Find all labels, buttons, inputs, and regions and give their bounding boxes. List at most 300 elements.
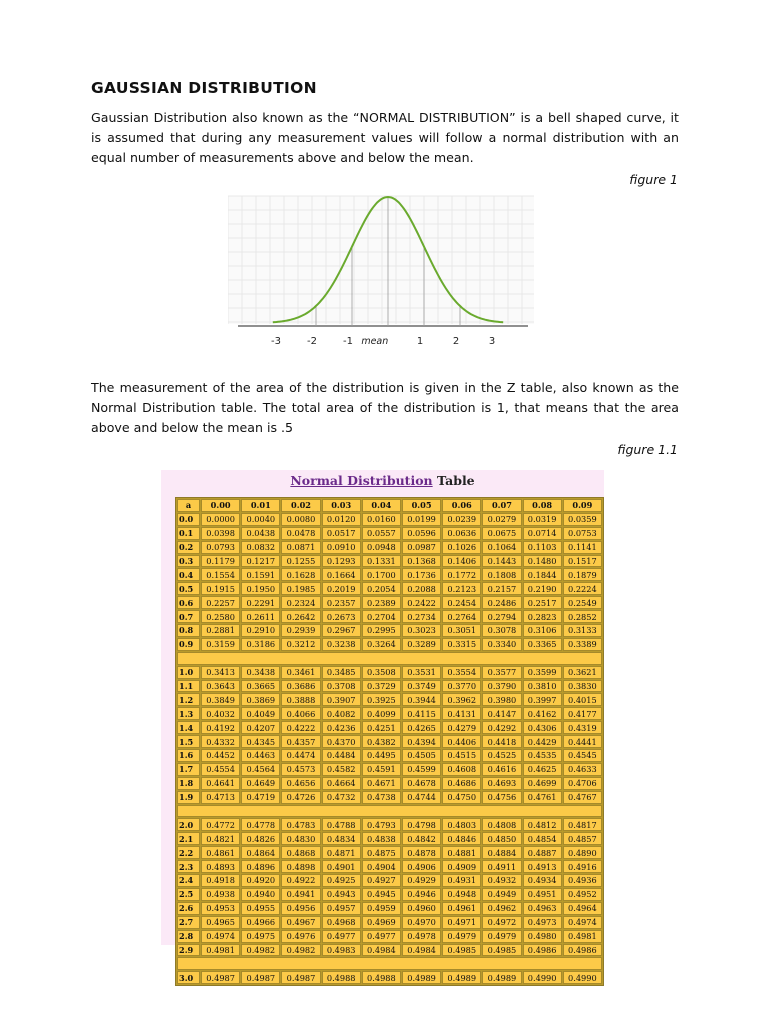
probability-cell: 0.4979 — [482, 930, 521, 943]
probability-cell: 0.4633 — [563, 763, 602, 776]
probability-cell: 0.0000 — [201, 513, 240, 526]
probability-cell: 0.4973 — [523, 916, 562, 929]
probability-cell: 0.1141 — [563, 541, 602, 554]
probability-cell: 0.4881 — [442, 846, 481, 859]
z-value-cell: 2.7 — [177, 916, 200, 929]
z-table-row — [177, 666, 602, 679]
probability-cell: 0.0239 — [442, 513, 481, 526]
probability-cell: 0.3849 — [201, 693, 240, 706]
probability-cell: 0.4984 — [362, 944, 401, 957]
probability-cell: 0.3212 — [281, 638, 320, 651]
probability-cell: 0.4332 — [201, 735, 240, 748]
z-table-row — [177, 944, 602, 957]
probability-cell: 0.2422 — [402, 596, 441, 609]
probability-cell: 0.4582 — [322, 763, 361, 776]
probability-cell: 0.1772 — [442, 568, 481, 581]
normal-distribution-table-figure — [161, 470, 604, 983]
probability-cell: 0.4830 — [281, 832, 320, 845]
probability-cell: 0.4868 — [281, 846, 320, 859]
probability-cell: 0.1915 — [201, 582, 240, 595]
probability-cell: 0.4463 — [241, 749, 280, 762]
z-value-cell: 0.9 — [177, 638, 200, 651]
probability-cell: 0.4970 — [402, 916, 441, 929]
probability-cell: 0.4484 — [322, 749, 361, 762]
probability-cell: 0.3078 — [482, 624, 521, 637]
probability-cell: 0.4265 — [402, 721, 441, 734]
probability-cell: 0.4564 — [241, 763, 280, 776]
probability-cell: 0.4983 — [322, 944, 361, 957]
probability-cell: 0.1879 — [563, 568, 602, 581]
grid-panel — [228, 196, 534, 324]
z-table-header-cell: 0.00 — [201, 499, 240, 512]
probability-cell: 0.4817 — [563, 818, 602, 831]
probability-cell: 0.3907 — [322, 693, 361, 706]
z-value-cell: 2.8 — [177, 930, 200, 943]
probability-cell: 0.1103 — [523, 541, 562, 554]
probability-cell: 0.2910 — [241, 624, 280, 637]
probability-cell: 0.1664 — [322, 568, 361, 581]
probability-cell: 0.4978 — [402, 930, 441, 943]
probability-cell: 0.4678 — [402, 777, 441, 790]
probability-cell: 0.3790 — [482, 680, 521, 693]
z-table — [175, 497, 604, 986]
probability-cell: 0.0636 — [442, 527, 481, 540]
probability-cell: 0.3643 — [201, 680, 240, 693]
probability-cell: 0.4875 — [362, 846, 401, 859]
probability-cell: 0.4871 — [322, 846, 361, 859]
z-table-spacer-row — [177, 805, 602, 818]
probability-cell: 0.4838 — [362, 832, 401, 845]
probability-cell: 0.4032 — [201, 707, 240, 720]
probability-cell: 0.0517 — [322, 527, 361, 540]
probability-cell: 0.0714 — [523, 527, 562, 540]
probability-cell: 0.4971 — [442, 916, 481, 929]
z-table-row — [177, 735, 602, 748]
probability-cell: 0.4878 — [402, 846, 441, 859]
probability-cell: 0.4987 — [241, 971, 280, 984]
probability-cell: 0.4977 — [362, 930, 401, 943]
probability-cell: 0.4987 — [201, 971, 240, 984]
probability-cell: 0.4988 — [362, 971, 401, 984]
probability-cell: 0.3389 — [563, 638, 602, 651]
probability-cell: 0.4222 — [281, 721, 320, 734]
probability-cell: 0.4066 — [281, 707, 320, 720]
probability-cell: 0.3485 — [322, 666, 361, 679]
probability-cell: 0.0871 — [281, 541, 320, 554]
probability-cell: 0.2881 — [201, 624, 240, 637]
z-value-cell: 2.6 — [177, 902, 200, 915]
probability-cell: 0.0948 — [362, 541, 401, 554]
z-table-body — [177, 513, 602, 984]
z-table-row — [177, 638, 602, 651]
probability-cell: 0.4693 — [482, 777, 521, 790]
probability-cell: 0.3531 — [402, 666, 441, 679]
axis-tick-label: -3 — [271, 336, 281, 347]
probability-cell: 0.4608 — [442, 763, 481, 776]
probability-cell: 0.3365 — [523, 638, 562, 651]
probability-cell: 0.4525 — [482, 749, 521, 762]
probability-cell: 0.4599 — [402, 763, 441, 776]
probability-cell: 0.4956 — [281, 902, 320, 915]
probability-cell: 0.0596 — [402, 527, 441, 540]
z-value-cell: 0.8 — [177, 624, 200, 637]
probability-cell: 0.4147 — [482, 707, 521, 720]
probability-cell: 0.2794 — [482, 610, 521, 623]
z-value-cell: 2.3 — [177, 860, 200, 873]
probability-cell: 0.4706 — [563, 777, 602, 790]
probability-cell: 0.4842 — [402, 832, 441, 845]
z-table-row — [177, 874, 602, 887]
table-title — [161, 473, 604, 488]
z-value-cell: 0.5 — [177, 582, 200, 595]
probability-cell: 0.0359 — [563, 513, 602, 526]
probability-cell: 0.4656 — [281, 777, 320, 790]
probability-cell: 0.4986 — [563, 944, 602, 957]
probability-cell: 0.3749 — [402, 680, 441, 693]
probability-cell: 0.4803 — [442, 818, 481, 831]
probability-cell: 0.1443 — [482, 555, 521, 568]
probability-cell: 0.0438 — [241, 527, 280, 540]
probability-cell: 0.4916 — [563, 860, 602, 873]
probability-cell: 0.1217 — [241, 555, 280, 568]
z-table-row — [177, 707, 602, 720]
probability-cell: 0.4918 — [201, 874, 240, 887]
probability-cell: 0.4890 — [563, 846, 602, 859]
z-value-cell: 1.5 — [177, 735, 200, 748]
probability-cell: 0.1331 — [362, 555, 401, 568]
probability-cell: 0.4756 — [482, 791, 521, 804]
z-table-header-cell: 0.08 — [523, 499, 562, 512]
probability-cell: 0.4719 — [241, 791, 280, 804]
probability-cell: 0.4345 — [241, 735, 280, 748]
probability-cell: 0.2157 — [482, 582, 521, 595]
probability-cell: 0.2088 — [402, 582, 441, 595]
probability-cell: 0.4955 — [241, 902, 280, 915]
probability-cell: 0.4251 — [362, 721, 401, 734]
probability-cell: 0.4948 — [442, 888, 481, 901]
probability-cell: 0.1255 — [281, 555, 320, 568]
probability-cell: 0.4975 — [241, 930, 280, 943]
axis-tick-label: -2 — [307, 336, 317, 347]
probability-cell: 0.4649 — [241, 777, 280, 790]
probability-cell: 0.2123 — [442, 582, 481, 595]
probability-cell: 0.0753 — [563, 527, 602, 540]
probability-cell: 0.4429 — [523, 735, 562, 748]
probability-cell: 0.4989 — [402, 971, 441, 984]
z-table-header-cell: 0.06 — [442, 499, 481, 512]
probability-cell: 0.4505 — [402, 749, 441, 762]
probability-cell: 0.0832 — [241, 541, 280, 554]
probability-cell: 0.4964 — [563, 902, 602, 915]
z-table-header-cell: 0.09 — [563, 499, 602, 512]
probability-cell: 0.3438 — [241, 666, 280, 679]
z-value-cell: 1.7 — [177, 763, 200, 776]
z-value-cell: 0.4 — [177, 568, 200, 581]
probability-cell: 0.4898 — [281, 860, 320, 873]
probability-cell: 0.4750 — [442, 791, 481, 804]
probability-cell: 0.4931 — [442, 874, 481, 887]
probability-cell: 0.2257 — [201, 596, 240, 609]
probability-cell: 0.1628 — [281, 568, 320, 581]
figure-1-caption: figure 1 — [629, 172, 678, 187]
probability-cell: 0.1406 — [442, 555, 481, 568]
probability-cell: 0.2764 — [442, 610, 481, 623]
probability-cell: 0.4967 — [281, 916, 320, 929]
probability-cell: 0.0319 — [523, 513, 562, 526]
probability-cell: 0.3554 — [442, 666, 481, 679]
grid-background — [228, 196, 534, 324]
probability-cell: 0.3888 — [281, 693, 320, 706]
probability-cell: 0.4946 — [402, 888, 441, 901]
probability-cell: 0.4938 — [201, 888, 240, 901]
z-table-row — [177, 693, 602, 706]
probability-cell: 0.3133 — [563, 624, 602, 637]
probability-cell: 0.4925 — [322, 874, 361, 887]
probability-cell: 0.3023 — [402, 624, 441, 637]
z-table-row — [177, 846, 602, 859]
probability-cell: 0.4625 — [523, 763, 562, 776]
probability-cell: 0.4744 — [402, 791, 441, 804]
probability-cell: 0.3508 — [362, 666, 401, 679]
probability-cell: 0.1950 — [241, 582, 280, 595]
probability-cell: 0.3810 — [523, 680, 562, 693]
probability-cell: 0.4982 — [241, 944, 280, 957]
probability-cell: 0.4987 — [281, 971, 320, 984]
z-value-cell: 0.0 — [177, 513, 200, 526]
probability-cell: 0.4162 — [523, 707, 562, 720]
probability-cell: 0.4788 — [322, 818, 361, 831]
probability-cell: 0.4778 — [241, 818, 280, 831]
z-table-header-cell: 0.02 — [281, 499, 320, 512]
probability-cell: 0.4738 — [362, 791, 401, 804]
probability-cell: 0.4911 — [482, 860, 521, 873]
probability-cell: 0.4236 — [322, 721, 361, 734]
probability-cell: 0.1844 — [523, 568, 562, 581]
probability-cell: 0.4906 — [402, 860, 441, 873]
probability-cell: 0.4961 — [442, 902, 481, 915]
z-table-row — [177, 568, 602, 581]
probability-cell: 0.4015 — [563, 693, 602, 706]
probability-cell: 0.3289 — [402, 638, 441, 651]
probability-cell: 0.2486 — [482, 596, 521, 609]
probability-cell: 0.4981 — [563, 930, 602, 943]
probability-cell: 0.2967 — [322, 624, 361, 637]
probability-cell: 0.1808 — [482, 568, 521, 581]
probability-cell: 0.2517 — [523, 596, 562, 609]
probability-cell: 0.3315 — [442, 638, 481, 651]
probability-cell: 0.4854 — [523, 832, 562, 845]
z-value-cell: 2.4 — [177, 874, 200, 887]
probability-cell: 0.4972 — [482, 916, 521, 929]
probability-cell: 0.4177 — [563, 707, 602, 720]
z-table-spacer-cell — [177, 957, 602, 970]
probability-cell: 0.4671 — [362, 777, 401, 790]
z-table-row — [177, 902, 602, 915]
probability-cell: 0.4887 — [523, 846, 562, 859]
probability-cell: 0.1736 — [402, 568, 441, 581]
probability-cell: 0.4452 — [201, 749, 240, 762]
axis-tick-label: 3 — [488, 336, 496, 347]
z-value-cell: 1.3 — [177, 707, 200, 720]
probability-cell: 0.4990 — [563, 971, 602, 984]
probability-cell: 0.4279 — [442, 721, 481, 734]
probability-cell: 0.1368 — [402, 555, 441, 568]
z-table-paragraph: The measurement of the area of the distribution is given in the Z table, also known as the Normal Distribution table. The total area of the distribution is 1, that means that the area above and below the mean is .5 — [91, 380, 679, 435]
probability-cell: 0.2939 — [281, 624, 320, 637]
probability-cell: 0.4864 — [241, 846, 280, 859]
probability-cell: 0.3106 — [523, 624, 562, 637]
probability-cell: 0.1985 — [281, 582, 320, 595]
z-value-cell: 0.1 — [177, 527, 200, 540]
probability-cell: 0.4474 — [281, 749, 320, 762]
probability-cell: 0.4974 — [563, 916, 602, 929]
probability-cell: 0.3925 — [362, 693, 401, 706]
probability-cell: 0.4664 — [322, 777, 361, 790]
z-table-row — [177, 541, 602, 554]
probability-cell: 0.4826 — [241, 832, 280, 845]
probability-cell: 0.4957 — [322, 902, 361, 915]
z-value-cell: 1.4 — [177, 721, 200, 734]
probability-cell: 0.2642 — [281, 610, 320, 623]
probability-cell: 0.4904 — [362, 860, 401, 873]
probability-cell: 0.4990 — [523, 971, 562, 984]
probability-cell: 0.4901 — [322, 860, 361, 873]
probability-cell: 0.4834 — [322, 832, 361, 845]
z-table-row — [177, 930, 602, 943]
probability-cell: 0.0675 — [482, 527, 521, 540]
probability-cell: 0.2995 — [362, 624, 401, 637]
z-table-header-cell: 0.01 — [241, 499, 280, 512]
probability-cell: 0.4192 — [201, 721, 240, 734]
probability-cell: 0.3051 — [442, 624, 481, 637]
probability-cell: 0.4418 — [482, 735, 521, 748]
z-table-row — [177, 527, 602, 540]
z-table-row — [177, 832, 602, 845]
z-value-cell: 1.2 — [177, 693, 200, 706]
probability-cell: 0.4861 — [201, 846, 240, 859]
probability-cell: 0.4936 — [563, 874, 602, 887]
z-table-header-cell: 0.04 — [362, 499, 401, 512]
probability-cell: 0.4699 — [523, 777, 562, 790]
probability-cell: 0.2673 — [322, 610, 361, 623]
probability-cell: 0.0080 — [281, 513, 320, 526]
probability-cell: 0.3665 — [241, 680, 280, 693]
probability-cell: 0.4783 — [281, 818, 320, 831]
probability-cell: 0.4920 — [241, 874, 280, 887]
probability-cell: 0.4974 — [201, 930, 240, 943]
z-value-cell: 1.1 — [177, 680, 200, 693]
probability-cell: 0.1591 — [241, 568, 280, 581]
z-table-row — [177, 818, 602, 831]
table-title-link[interactable]: Normal Distribution — [290, 473, 433, 488]
probability-cell: 0.4943 — [322, 888, 361, 901]
z-value-cell: 3.0 — [177, 971, 200, 984]
probability-cell: 0.4949 — [482, 888, 521, 901]
probability-cell: 0.1517 — [563, 555, 602, 568]
probability-cell: 0.4913 — [523, 860, 562, 873]
axis-tick-label: 2 — [452, 336, 460, 347]
probability-cell: 0.2734 — [402, 610, 441, 623]
z-table-header-cell: 0.05 — [402, 499, 441, 512]
probability-cell: 0.4821 — [201, 832, 240, 845]
z-table-spacer-row — [177, 957, 602, 970]
probability-cell: 0.4982 — [281, 944, 320, 957]
probability-cell: 0.4808 — [482, 818, 521, 831]
probability-cell: 0.4370 — [322, 735, 361, 748]
probability-cell: 0.2019 — [322, 582, 361, 595]
probability-cell: 0.2852 — [563, 610, 602, 623]
z-value-cell: 2.5 — [177, 888, 200, 901]
z-table-row — [177, 610, 602, 623]
probability-cell: 0.0793 — [201, 541, 240, 554]
probability-cell: 0.4966 — [241, 916, 280, 929]
probability-cell: 0.4382 — [362, 735, 401, 748]
probability-cell: 0.1064 — [482, 541, 521, 554]
z-table-row — [177, 749, 602, 762]
probability-cell: 0.4115 — [402, 707, 441, 720]
probability-cell: 0.1554 — [201, 568, 240, 581]
probability-cell: 0.3962 — [442, 693, 481, 706]
probability-cell: 0.3997 — [523, 693, 562, 706]
probability-cell: 0.2190 — [523, 582, 562, 595]
probability-cell: 0.0987 — [402, 541, 441, 554]
probability-cell: 0.4767 — [563, 791, 602, 804]
probability-cell: 0.4641 — [201, 777, 240, 790]
probability-cell: 0.4965 — [201, 916, 240, 929]
probability-cell: 0.3621 — [563, 666, 602, 679]
z-table-header-cell: 0.07 — [482, 499, 521, 512]
probability-cell: 0.2054 — [362, 582, 401, 595]
probability-cell: 0.0040 — [241, 513, 280, 526]
probability-cell: 0.0279 — [482, 513, 521, 526]
probability-cell: 0.0160 — [362, 513, 401, 526]
z-value-cell: 0.3 — [177, 555, 200, 568]
probability-cell: 0.4988 — [322, 971, 361, 984]
probability-cell: 0.3729 — [362, 680, 401, 693]
probability-cell: 0.4893 — [201, 860, 240, 873]
probability-cell: 0.4812 — [523, 818, 562, 831]
probability-cell: 0.4616 — [482, 763, 521, 776]
probability-cell: 0.2357 — [322, 596, 361, 609]
probability-cell: 0.4979 — [442, 930, 481, 943]
probability-cell: 0.1026 — [442, 541, 481, 554]
probability-cell: 0.4357 — [281, 735, 320, 748]
probability-cell: 0.1480 — [523, 555, 562, 568]
probability-cell: 0.3186 — [241, 638, 280, 651]
page-title: GAUSSIAN DISTRIBUTION — [91, 79, 317, 97]
probability-cell: 0.4545 — [563, 749, 602, 762]
probability-cell: 0.3770 — [442, 680, 481, 693]
probability-cell: 0.2580 — [201, 610, 240, 623]
probability-cell: 0.4535 — [523, 749, 562, 762]
z-table-spacer-row — [177, 652, 602, 665]
probability-cell: 0.4099 — [362, 707, 401, 720]
probability-cell: 0.4929 — [402, 874, 441, 887]
probability-cell: 0.4977 — [322, 930, 361, 943]
probability-cell: 0.0120 — [322, 513, 361, 526]
z-table-row — [177, 596, 602, 609]
z-table-row — [177, 680, 602, 693]
probability-cell: 0.4306 — [523, 721, 562, 734]
probability-cell: 0.4772 — [201, 818, 240, 831]
probability-cell: 0.4732 — [322, 791, 361, 804]
probability-cell: 0.4934 — [523, 874, 562, 887]
probability-cell: 0.2389 — [362, 596, 401, 609]
z-value-cell: 1.0 — [177, 666, 200, 679]
probability-cell: 0.4495 — [362, 749, 401, 762]
probability-cell: 0.4850 — [482, 832, 521, 845]
probability-cell: 0.4441 — [563, 735, 602, 748]
